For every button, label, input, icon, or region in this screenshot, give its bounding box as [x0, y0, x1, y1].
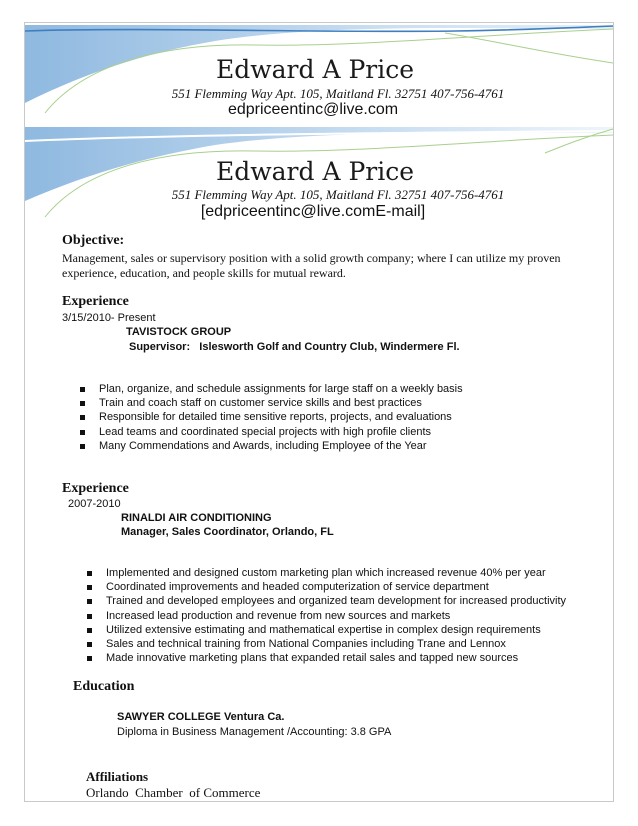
experience-dates-2: 2007-2010	[68, 498, 121, 510]
list-item: Utilized extensive estimating and mathematical expertise in complex design requirements	[87, 623, 597, 637]
degree-line: Diploma in Business Management /Accounting: 3.8 GPA	[117, 726, 392, 738]
employer-name-1: TAVISTOCK GROUP	[126, 326, 232, 338]
list-item: Implemented and designed custom marketing plan which increased revenue 40% per year	[87, 566, 597, 580]
job-role-2: Manager, Sales Coordinator, Orlando, FL	[121, 526, 334, 538]
experience-dates-1: 3/15/2010- Present	[62, 312, 156, 324]
header-block-2	[25, 157, 613, 186]
list-item: Many Commendations and Awards, including Employee of the Year	[80, 439, 580, 453]
objective-heading: Objective:	[62, 233, 125, 248]
experience-bullets-2	[87, 566, 597, 665]
education-heading: Education	[73, 679, 135, 694]
list-item: Plan, organize, and schedule assignments for large staff on a weekly basis	[80, 382, 580, 396]
candidate-name: Edward A Price	[215, 55, 415, 84]
candidate-name-repeat: Edward A Price	[215, 157, 415, 186]
resume-page	[24, 22, 614, 802]
contact-email: edpriceentinc@live.com	[227, 101, 399, 118]
list-item: Lead teams and coordinated special projects with high profile clients	[80, 425, 580, 439]
experience-bullets-1	[80, 382, 580, 453]
list-item: Coordinated improvements and headed computerization of service department	[87, 580, 597, 594]
list-item: Train and coach staff on customer service skills and best practices	[80, 396, 580, 410]
experience-heading-2: Experience	[62, 481, 129, 496]
experience-heading-1: Experience	[62, 294, 129, 309]
employer-name-2: RINALDI AIR CONDITIONING	[121, 512, 272, 524]
objective-text: Management, sales or supervisory position with a solid growth company; where I can utilize my proven experience, education, and people skills for mutual reward.	[62, 251, 561, 280]
list-item: Sales and technical training from National Companies including Trane and Lennox	[87, 637, 597, 651]
list-item: Trained and developed employees and organized team development for increased productivity	[87, 594, 597, 608]
contact-address: 551 Flemming Way Apt. 105, Maitland Fl. 32751 407-756-4761	[171, 86, 505, 101]
contact-email-placeholder: [edpriceentinc@live.comE-mail]	[200, 203, 426, 220]
header-block-1	[25, 55, 613, 84]
list-item: Increased lead production and revenue from new sources and markets	[87, 609, 597, 623]
school-name: SAWYER COLLEGE Ventura Ca.	[117, 711, 285, 723]
list-item: Responsible for detailed time sensitive reports, projects, and evaluations	[80, 410, 580, 424]
affiliations-line	[73, 753, 260, 802]
affiliations-text: Orlando Chamber of Commerce	[86, 785, 261, 800]
job-role-1: Supervisor: Islesworth Golf and Country Club, Windermere Fl.	[129, 341, 460, 353]
affiliations-heading: Affiliations	[86, 769, 149, 784]
contact-address-repeat: 551 Flemming Way Apt. 105, Maitland Fl. 32751 407-756-4761	[171, 187, 505, 202]
list-item: Made innovative marketing plans that expanded retail sales and tapped new sources	[87, 651, 597, 665]
